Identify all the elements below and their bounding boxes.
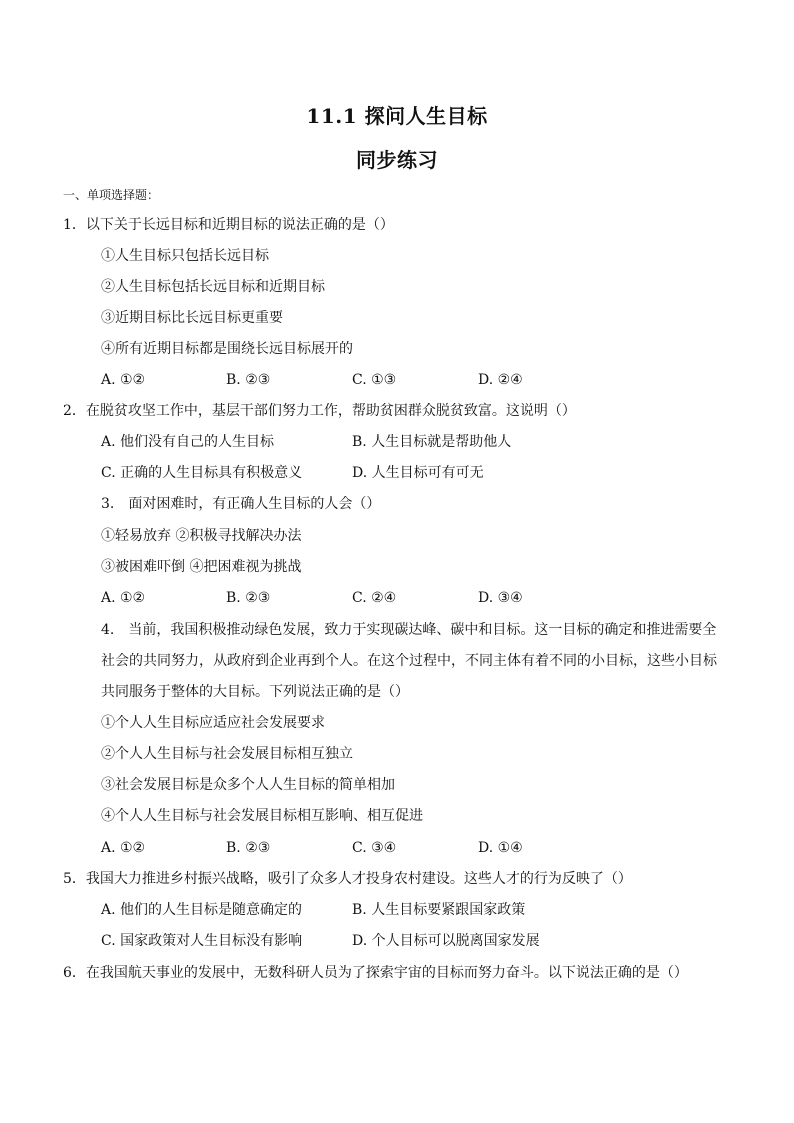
question-1-item: ②人生目标包括长远目标和近期目标	[101, 279, 325, 295]
question-3-stem: 3. 面对困难时，有正确人生目标的人会（）	[101, 496, 381, 512]
question-4-option-d: D. ①④	[478, 840, 523, 856]
question-2-option-b: B. 人生目标就是帮助他人	[352, 434, 512, 450]
question-1-item: ④所有近期目标都是围绕长远目标展开的	[101, 341, 353, 357]
question-3-option-a: A. ①②	[101, 590, 146, 606]
question-5-option-c: C. 国家政策对人生目标没有影响	[101, 933, 303, 949]
question-5-option-b: B. 人生目标要紧跟国家政策	[352, 902, 526, 918]
question-5-option-d: D. 个人目标可以脱离国家发展	[352, 933, 540, 949]
question-4-item: ④个人人生目标与社会发展目标相互影响、相互促进	[101, 808, 423, 824]
question-1-option-c: C. ①③	[352, 372, 397, 388]
question-1-option-b: B. ②③	[226, 372, 271, 388]
question-3-option-c: C. ②④	[352, 590, 397, 606]
question-2-option-c: C. 正确的人生目标具有积极意义	[101, 465, 303, 481]
question-1-item: ①人生目标只包括长远目标	[101, 248, 269, 264]
question-4-option-a: A. ①②	[101, 840, 146, 856]
question-4-stem-line: 4. 当前，我国积极推动绿色发展，致力于实现碳达峰、碳中和目标。这一目标的确定和推进需要全	[101, 622, 717, 638]
question-5-option-a: A. 他们的人生目标是随意确定的	[101, 902, 303, 918]
question-4-stem-line: 社会的共同努力，从政府到企业再到个人。在这个过程中，不同主体有着不同的小目标，这些小目标	[101, 653, 717, 669]
question-2-option-d: D. 人生目标可有可无	[352, 465, 484, 481]
question-2-option-a: A. 他们没有自己的人生目标	[101, 434, 275, 450]
question-4-item: ③社会发展目标是众多个人人生目标的简单相加	[101, 777, 395, 793]
question-4-option-c: C. ③④	[352, 840, 397, 856]
document-title: 11.1 探问人生目标	[306, 104, 488, 128]
question-4-item: ①个人人生目标应适应社会发展要求	[101, 715, 325, 731]
question-3-item: ③被困难吓倒 ④把困难视为挑战	[101, 559, 302, 575]
question-1-option-d: D. ②④	[478, 372, 523, 388]
document-subtitle: 同步练习	[356, 148, 438, 172]
question-3-option-b: B. ②③	[226, 590, 271, 606]
question-6-stem: 6．在我国航天事业的发展中，无数科研人员为了探索宇宙的目标而努力奋斗。以下说法正确的是（）	[63, 965, 688, 981]
question-1-item: ③近期目标比长远目标更重要	[101, 310, 283, 326]
question-3-option-d: D. ③④	[478, 590, 523, 606]
question-5-stem: 5．我国大力推进乡村振兴战略，吸引了众多人才投身农村建设。这些人才的行为反映了（）	[63, 871, 632, 887]
question-2-stem: 2．在脱贫攻坚工作中，基层干部们努力工作，帮助贫困群众脱贫致富。这说明（）	[63, 403, 576, 419]
section-heading: 一、单项选择题：	[63, 188, 160, 202]
question-1-option-a: A. ①②	[101, 372, 146, 388]
question-4-item: ②个人人生目标与社会发展目标相互独立	[101, 746, 353, 762]
question-1-stem: 1．以下关于长远目标和近期目标的说法正确的是（）	[63, 217, 394, 233]
question-3-item: ①轻易放弃 ②积极寻找解决办法	[101, 528, 302, 544]
question-4-option-b: B. ②③	[226, 840, 271, 856]
question-4-stem-line: 共同服务于整体的大目标。下列说法正确的是（）	[101, 684, 409, 700]
